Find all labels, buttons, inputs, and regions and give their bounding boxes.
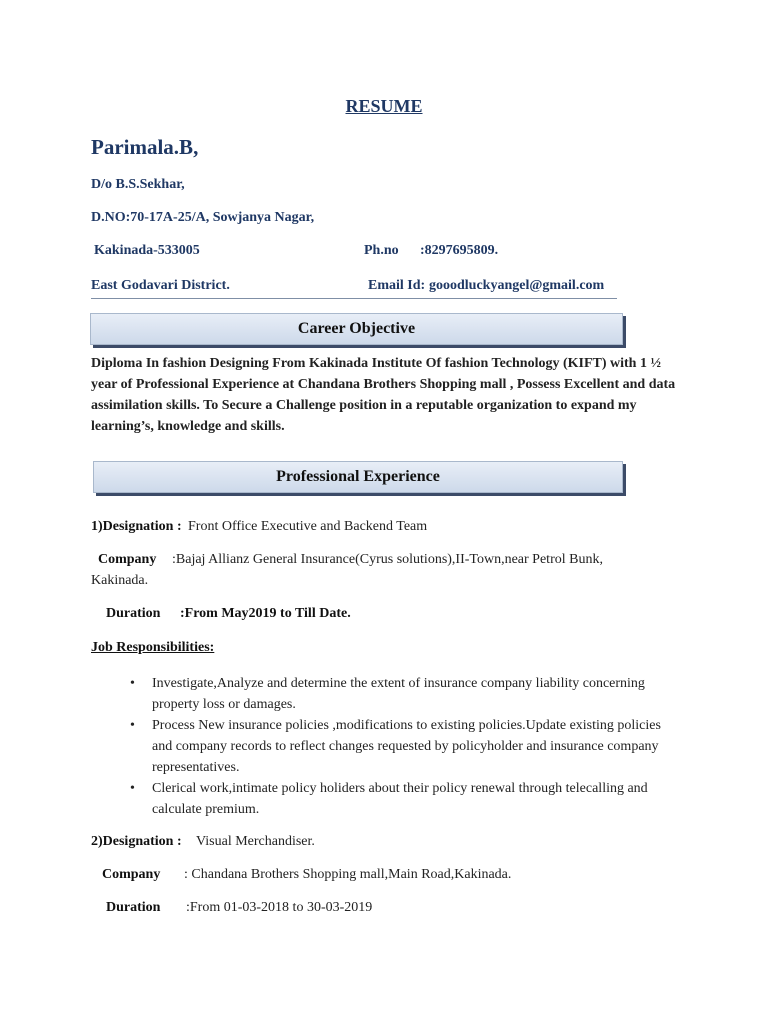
contact-divider — [91, 298, 617, 299]
job-responsibilities-heading: Job Responsibilities: — [91, 640, 215, 655]
career-objective-heading: Career Objective — [90, 313, 623, 345]
job2-designation-label: 2)Designation : — [91, 834, 182, 849]
list-item — [130, 715, 670, 778]
resume-title: RESUME — [345, 96, 423, 116]
professional-experience-heading: Professional Experience — [93, 461, 623, 493]
job1-duration: :From May2019 to Till Date. — [180, 606, 351, 621]
bullet-icon: • — [130, 718, 135, 733]
job1-designation: Front Office Executive and Backend Team — [188, 519, 428, 534]
email-label: Email Id: — [368, 278, 426, 293]
responsibility-text: Clerical work,intimate policy holiders about their policy renewal through telecalling and calculate premium. — [152, 781, 648, 817]
list-item — [130, 673, 670, 715]
job2-duration-label: Duration — [106, 900, 161, 915]
job1-duration-label: Duration — [106, 606, 161, 621]
list-item — [130, 778, 670, 820]
responsibilities-list — [130, 673, 670, 820]
phone-value: :8297695809. — [420, 243, 499, 258]
address-line: D.NO:70-17A-25/A, Sowjanya Nagar, — [91, 210, 315, 225]
parent-line: D/o B.S.Sekhar, — [91, 177, 185, 192]
job1-company-label: Company — [98, 552, 157, 567]
bullet-icon: • — [130, 781, 135, 796]
responsibility-text: Investigate,Analyze and determine the extent of insurance company liability concerning property loss or damages. — [152, 676, 645, 712]
district-line: East Godavari District. — [91, 278, 230, 293]
career-objective-text: Diploma In fashion Designing From Kakinada Institute Of fashion Technology (KIFT) with 1 ½ year of Professional Experience at Chandana Brothers Shopping mall , Possess Excellent and data assimilation skills. To Secure a Challenge position in a reputable organization to expand my learning’s, knowledge and skills. — [91, 356, 676, 434]
candidate-name: Parimala.B, — [91, 135, 199, 159]
job1-company: :Bajaj Allianz General Insurance(Cyrus solutions),II-Town,near Petrol Bunk, — [172, 552, 603, 567]
city-line: Kakinada-533005 — [94, 243, 200, 258]
email-value: gooodluckyangel@gmail.com — [429, 278, 605, 293]
job2-company-label: Company — [102, 867, 161, 882]
responsibility-text: Process New insurance policies ,modifications to existing policies.Update existing policies and company records to reflect changes requested by policyholder and insurance company representatives. — [152, 718, 661, 775]
job2-designation: Visual Merchandiser. — [196, 834, 315, 849]
job2-company: : Chandana Brothers Shopping mall,Main Road,Kakinada. — [184, 867, 512, 882]
job1-designation-label: 1)Designation : — [91, 519, 182, 534]
phone-label: Ph.no — [364, 243, 399, 258]
bullet-icon: • — [130, 676, 135, 691]
job2-duration: :From 01-03-2018 to 30-03-2019 — [186, 900, 373, 915]
job1-company-cont: Kakinada. — [91, 573, 149, 588]
